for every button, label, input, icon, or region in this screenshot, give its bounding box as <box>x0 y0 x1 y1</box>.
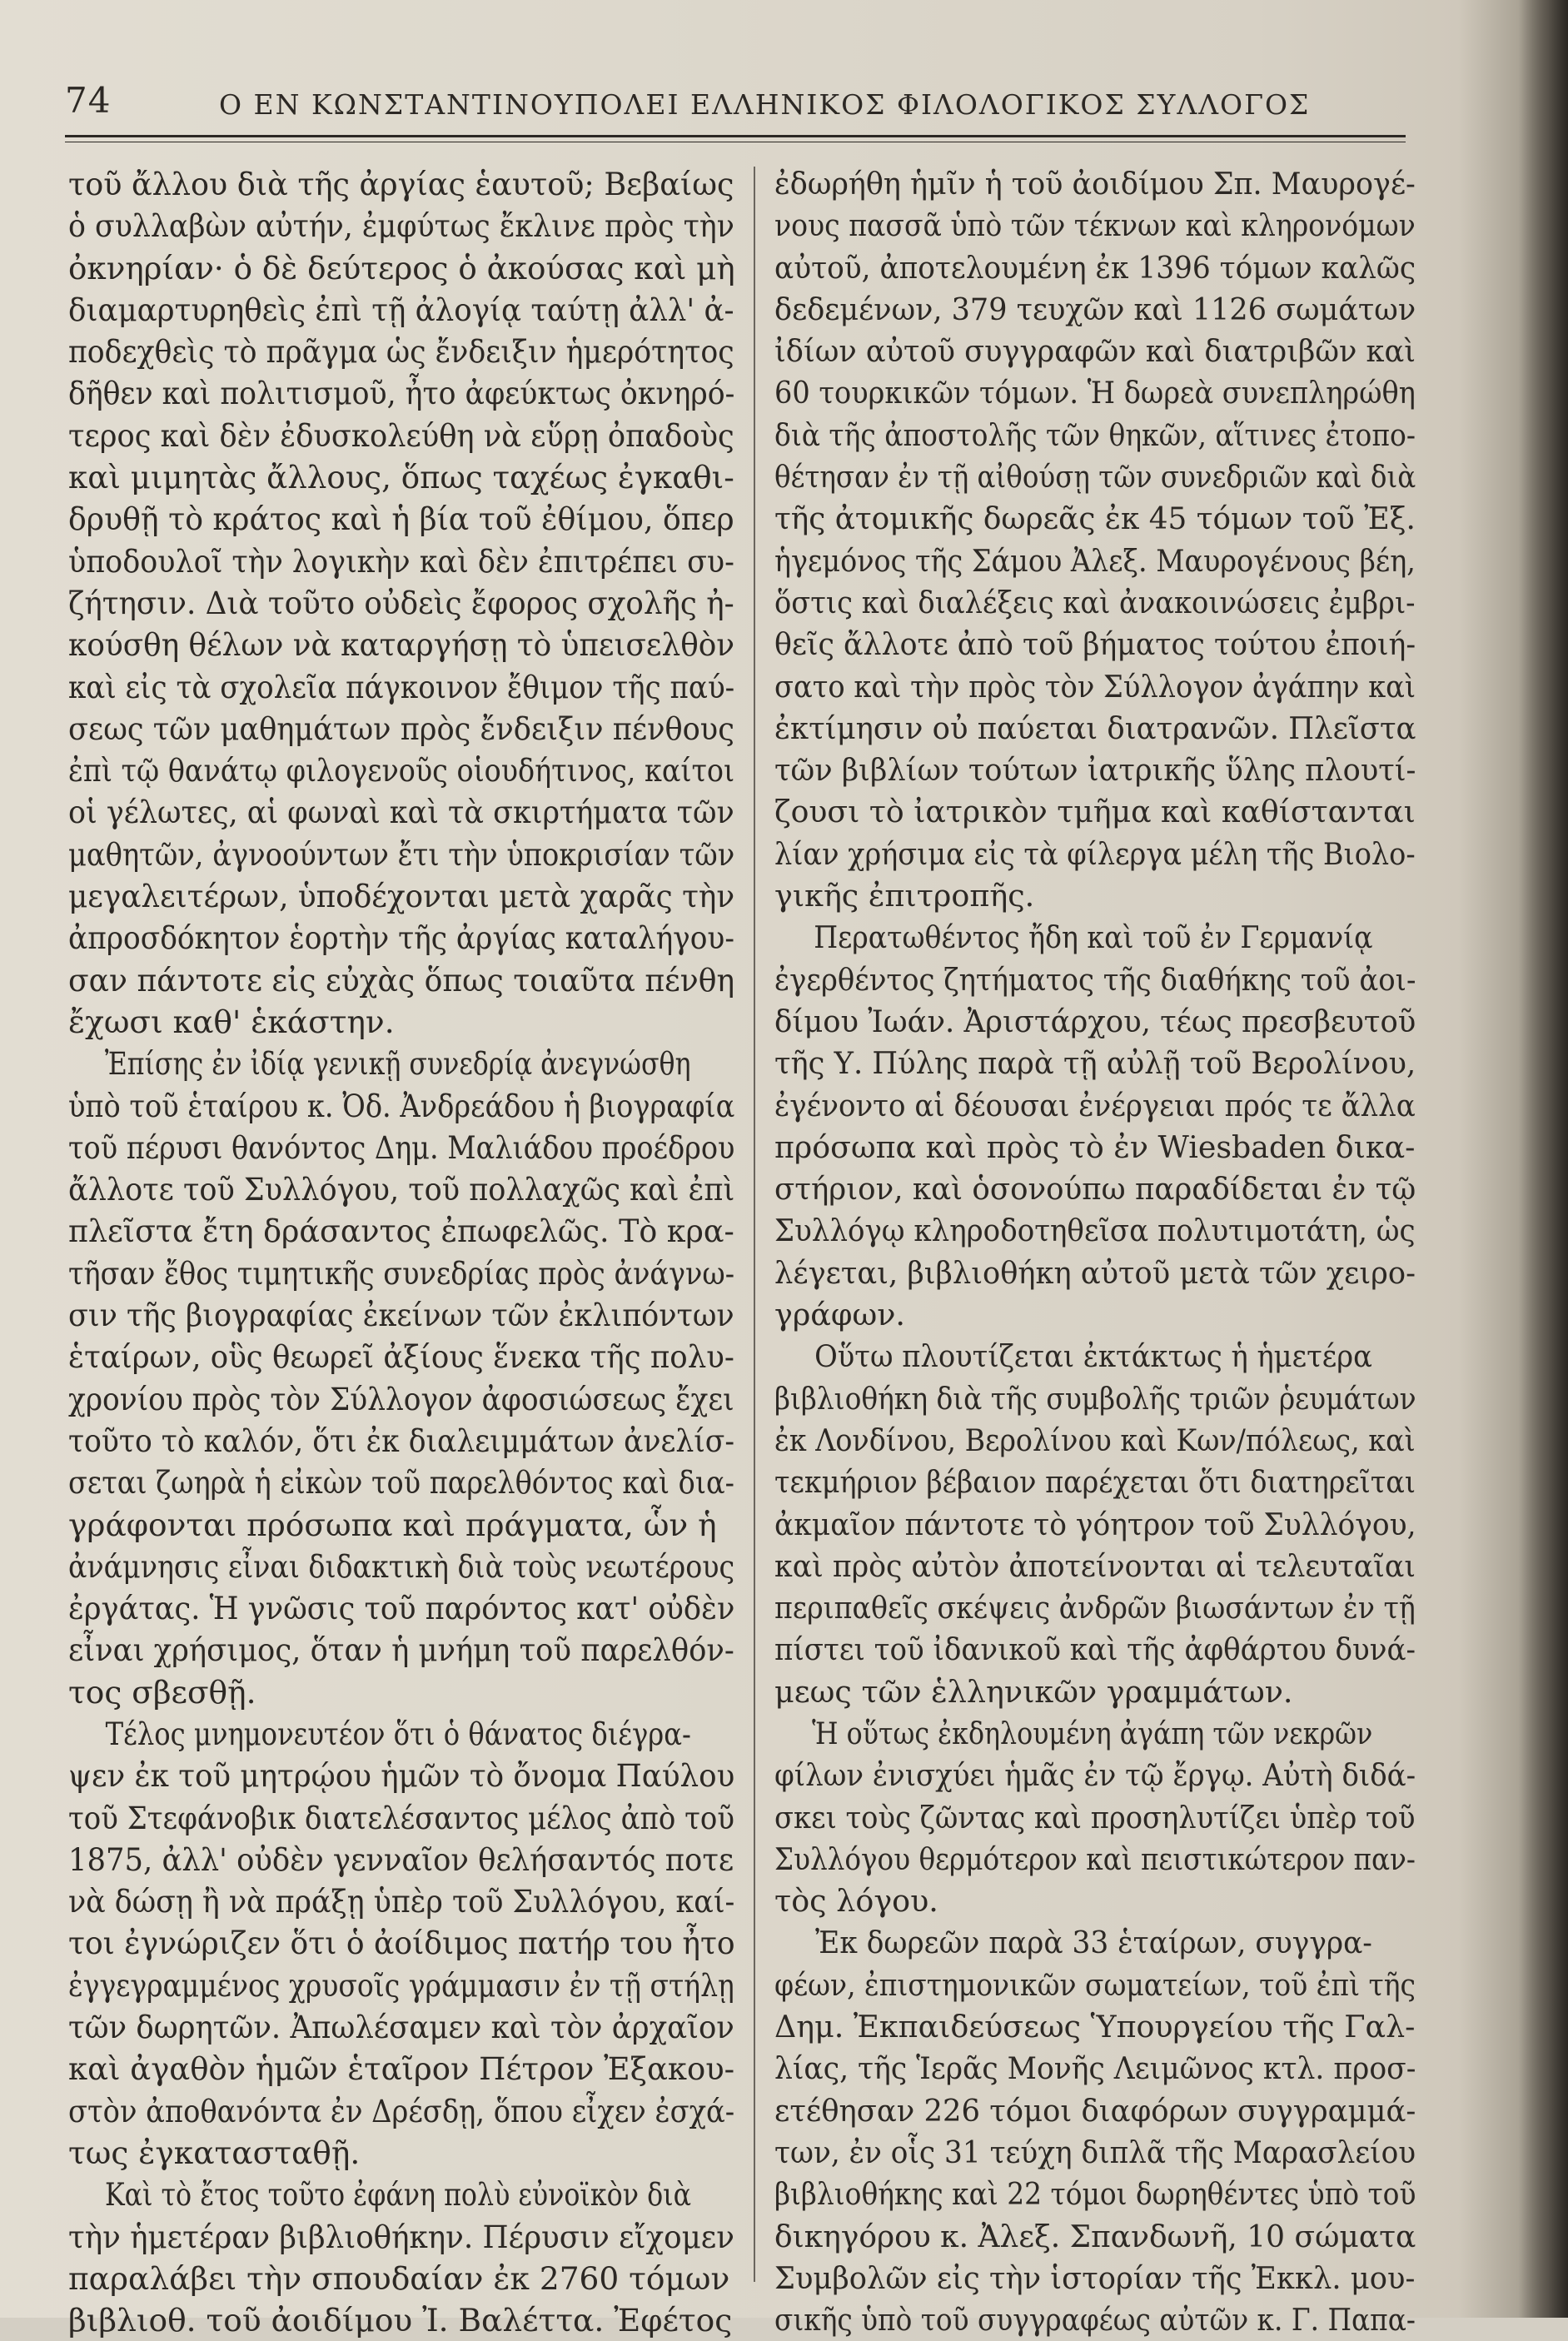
text-line: σατο καὶ τὴν πρὸς τὸν Σύλλογον ἀγάπην καὶ <box>774 668 1416 705</box>
text-line: διαμαρτυρηθεὶς ἐπὶ τῇ ἀλογίᾳ ταύτῃ ἀλλ' ἀ- <box>68 291 734 328</box>
text-line: γράφονται πρόσωπα καὶ πράγματα, ὧν ἡ <box>68 1506 717 1543</box>
text-line: ψεν ἐκ τοῦ μητρῴου ἡμῶν τὸ ὄνομα Παύλου <box>68 1757 735 1795</box>
text-line: ποδεχθεὶς τὸ πρᾶγμα ὡς ἔνδειξιν ἡμερότητος <box>68 333 734 371</box>
text-line: μεγαλειτέρων, ὑποδέχονται μετὰ χαρᾶς τὴν <box>68 878 735 915</box>
text-line: τὴν ἡμετέραν βιβλιοθήκην. Πέρυσιν εἴχομεν <box>68 2218 734 2255</box>
text-line: Ἐκ δωρεῶν παρὰ 33 ἑταίρων, συγγρα- <box>814 1925 1372 1961</box>
text-line: κούσθη θέλων νὰ καταργήσῃ τὸ ὑπεισελθὸν <box>68 626 735 664</box>
right-column <box>774 163 1424 2341</box>
text-line: γικῆς ἐπιτροπῆς. <box>774 878 1035 914</box>
text-line: τος σβεσθῇ. <box>68 1673 256 1711</box>
text-line: Ἡ οὕτως ἐκδηλουμένη ἀγάπη τῶν νεκρῶν <box>812 1715 1373 1751</box>
running-head: Ο ΕΝ ΚΩΝΣΤΑΝΤΙΝΟΥΠΟΛΕΙ ΕΛΛΗΝΙΚΟΣ ΦΙΛΟΛΟΓΙΚΟΣ ΣΥΛΛΟΓΟΣ <box>219 88 1311 121</box>
text-line: ἐδωρήθη ἡμῖν ἡ τοῦ ἀοιδίμου Σπ. Μαυρογέ- <box>774 166 1416 202</box>
text-line: ἡγεμόνος τῆς Σάμου Ἀλεξ. Μαυρογένους βέη, <box>774 542 1416 579</box>
text-line: αὐτοῦ, ἀποτελουμένη ἐκ 1396 τόμων καλῶς <box>774 249 1416 286</box>
text-line: καὶ πρὸς αὐτὸν ἀποτείνονται αἱ τελευταῖαι <box>774 1547 1416 1584</box>
text-line: τοῦ ἄλλου διὰ τῆς ἀργίας ἑαυτοῦ; Βεβαίως <box>68 166 734 202</box>
text-line: ζήτησιν. Διὰ τοῦτο οὐδεὶς ἔφορος σχολῆς ἠ- <box>68 584 734 621</box>
text-line: Περατωθέντος ἤδη καὶ τοῦ ἐν Γερμανίᾳ <box>814 919 1373 956</box>
text-line: φέων, ἐπιστημονικῶν σωματείων, τοῦ ἐπὶ τῆς <box>774 1966 1416 2003</box>
text-line: τοῦ πέρυσι θανόντος Δημ. Μαλιάδου προέδρου <box>68 1128 735 1166</box>
text-line: πλεῖστα ἔτη δράσαντος ἐπωφελῶς. Τὸ κρα- <box>68 1213 734 1250</box>
text-line: χρονίου πρὸς τὸν Σύλλογον ἀφοσιώσεως ἔχει <box>68 1380 734 1417</box>
text-line: ἔχωσι καθ' ἑκάστην. <box>68 1003 395 1040</box>
text-line: καὶ ἀγαθὸν ἡμῶν ἑταῖρον Πέτρον Ἐξακου- <box>68 2050 735 2088</box>
binding-shadow <box>1518 0 1568 2318</box>
text-line: δεδεμένων, 379 τευχῶν καὶ 1126 σωμάτων <box>774 291 1416 327</box>
text-line: θέτησαν ἐν τῇ αἰθούσῃ τῶν συνεδριῶν καὶ διὰ <box>774 459 1416 496</box>
text-line: τεκμήριον βέβαιον παρέχεται ὅτι διατηρεῖται <box>774 1464 1416 1501</box>
text-line: ὑποδουλοῖ τὴν λογικὴν καὶ δὲν ἐπιτρέπει συ- <box>68 542 734 580</box>
left-column <box>68 163 734 2341</box>
header-rule <box>65 135 1406 137</box>
text-line: ἑταίρων, οὓς θεωρεῖ ἀξίους ἕνεκα τῆς πολυ- <box>68 1338 734 1376</box>
text-line: ἀνάμνησις εἶναι διδακτικὴ διὰ τοὺς νεωτέρους <box>68 1547 735 1585</box>
text-line: Τέλος μνημονευτέον ὅτι ὁ θάνατος διέγρα- <box>105 1715 691 1752</box>
text-line: σεται ζωηρὰ ἡ εἰκὼν τοῦ παρελθόντος καὶ δια- <box>68 1464 734 1502</box>
text-line: φίλων ἐνισχύει ἡμᾶς ἐν τῷ ἔργῳ. Αὐτὴ διδά- <box>774 1757 1416 1794</box>
text-line: στήριον, καὶ ὁσονούπω παραδίδεται ἐν τῷ <box>774 1171 1416 1208</box>
text-line: μεως τῶν ἑλληνικῶν γραμμάτων. <box>774 1673 1293 1710</box>
text-line: βιβλιοθήκη διὰ τῆς συμβολῆς τριῶν ῥευμάτων <box>774 1380 1416 1417</box>
text-line: ὀκνηρίαν· ὁ δὲ δεύτερος ὁ ἀκούσας καὶ μὴ <box>68 249 735 286</box>
text-line: λίαν χρήσιμα εἰς τὰ φίλεργα μέλη τῆς Βιολο- <box>774 835 1416 872</box>
text-line: γράφων. <box>774 1297 906 1333</box>
text-line: ἄλλοτε τοῦ Συλλόγου, τοῦ πολλαχῶς καὶ ἐπὶ <box>68 1171 735 1208</box>
text-line: λίας, τῆς Ἱερᾶς Μονῆς Λειμῶνος κτλ. προσ- <box>774 2050 1416 2087</box>
text-line: δρυθῇ τὸ κράτος καὶ ἡ βία τοῦ ἐθίμου, ὅπερ <box>68 501 734 538</box>
text-line: τῆσαν ἔθος τιμητικῆς συνεδρίας πρὸς ἀνάγνω- <box>68 1254 735 1292</box>
text-line: τῆς ἀτομικῆς δωρεᾶς ἐκ 45 τόμων τοῦ Ἐξ. <box>774 501 1416 537</box>
text-line: ὑπὸ τοῦ ἑταίρου κ. Ὀδ. Ἀνδρεάδου ἡ βιογραφία <box>68 1087 735 1124</box>
text-line: 1875, ἀλλ' οὐδὲν γενναῖον θελήσαντός ποτε <box>68 1840 734 1878</box>
text-line: βιβλιοθήκης καὶ 22 τόμοι δωρηθέντες ὑπὸ τοῦ <box>774 2176 1416 2213</box>
text-line: καὶ μιμητὰς ἄλλους, ὅπως ταχέως ἐγκαθι- <box>68 459 734 496</box>
text-line: των, ἐν οἷς 31 τεύχη διπλᾶ τῆς Μαρασλείου <box>774 2134 1416 2170</box>
text-line: τοι ἐγνώριζεν ὅτι ὁ ἀοίδιμος πατήρ του ἦτο <box>68 1925 735 1962</box>
text-line: ἀπροσδόκητον ἑορτὴν τῆς ἀργίας καταλήγου- <box>68 919 734 957</box>
text-line: διὰ τῆς ἀποστολῆς τῶν θηκῶν, αἵτινες ἐτοπο- <box>774 416 1416 453</box>
text-line: ἰδίων αὐτοῦ συγγραφῶν καὶ διατριβῶν καὶ <box>774 333 1416 370</box>
text-line: σεως τῶν μαθημάτων πρὸς ἔνδειξιν πένθους <box>68 710 734 747</box>
text-line: τοῦτο τὸ καλόν, ὅτι ἐκ διαλειμμάτων ἀνελίσ- <box>68 1422 735 1459</box>
column-divider <box>754 167 755 2282</box>
text-line: 60 τουρκικῶν τόμων. Ἡ δωρεὰ συνεπληρώθη <box>774 375 1416 411</box>
text-line: εἶναι χρήσιμος, ὅταν ἡ μνήμη τοῦ παρελθόν- <box>68 1631 734 1669</box>
text-line: μαθητῶν, ἀγνοούντων ἔτι τὴν ὑποκρισίαν τῶν <box>68 835 735 873</box>
text-line: τῶν βιβλίων τούτων ἰατρικῆς ὕλης πλουτί- <box>774 752 1416 789</box>
text-line: δίμου Ἰωάν. Ἀριστάρχου, τέως πρεσβευτοῦ <box>774 1003 1416 1039</box>
text-line: τὸς λόγου. <box>774 1883 938 1920</box>
text-line: Δημ. Ἐκπαιδεύσεως Ὑπουργείου τῆς Γαλ- <box>774 2009 1416 2045</box>
text-line: νὰ δώσῃ ἢ νὰ πράξῃ ὑπὲρ τοῦ Συλλόγου, καί- <box>68 1883 735 1920</box>
text-line: ὅστις καὶ διαλέξεις καὶ ἀνακοινώσεις ἐμβρι- <box>774 584 1416 620</box>
text-line: νους πασσᾶ ὑπὸ τῶν τέκνων καὶ κληρονόμων <box>774 207 1416 244</box>
text-line: περιπαθεῖς σκέψεις ἀνδρῶν βιωσάντων ἐν τῇ <box>774 1590 1416 1626</box>
text-line: τῶν δωρητῶν. Ἀπωλέσαμεν καὶ τὸν ἀρχαῖον <box>68 2009 734 2046</box>
text-line: καὶ εἰς τὰ σχολεῖα πάγκοινον ἔθιμον τῆς παύ- <box>68 668 735 705</box>
text-line: ἐκ Λονδίνου, Βερολίνου καὶ Κων/πόλεως, καὶ <box>774 1422 1416 1458</box>
text-line: λέγεται, βιβλιοθήκη αὐτοῦ μετὰ τῶν χειρο- <box>774 1254 1416 1291</box>
text-line: πρόσωπα καὶ πρὸς τὸ ἐν Wiesbaden δικα- <box>774 1128 1416 1165</box>
text-line: δικηγόρου κ. Ἀλεξ. Σπανδωνῆ, 10 σώματα <box>774 2218 1416 2254</box>
text-line: παραλάβει τὴν σπουδαίαν ἐκ 2760 τόμων <box>68 2259 730 2297</box>
text-line: ἀκμαῖον πάντοτε τὸ γόητρον τοῦ Συλλόγου, <box>774 1506 1416 1542</box>
text-line: τερος καὶ δὲν ἐδυσκολεύθη νὰ εὕρῃ ὀπαδοὺς <box>68 416 734 454</box>
text-line: τῆς Υ. Πύλης παρὰ τῇ αὐλῇ τοῦ Βερολίνου, <box>774 1045 1416 1082</box>
text-line: Συμβολῶν εἰς τὴν ἱστορίαν τῆς Ἐκκλ. μου- <box>774 2259 1416 2296</box>
text-line: βιβλιοθ. τοῦ ἀοιδίμου Ἰ. Βαλέττα. Ἐφέτος <box>68 2302 733 2339</box>
page-header <box>65 80 1406 130</box>
text-line: ἐπὶ τῷ θανάτῳ φιλογενοῦς οἱουδήτινος, καίτοι <box>68 752 735 789</box>
text-line: ἐγερθέντος ζητήματος τῆς διαθήκης τοῦ ἀοι- <box>774 961 1416 998</box>
text-line: ἐκτίμησιν οὐ παύεται διατρανῶν. Πλεῖστα <box>774 710 1416 746</box>
text-line: δῆθεν καὶ πολιτισμοῦ, ἦτο ἀφεύκτως ὀκνηρό- <box>68 375 735 412</box>
text-line: Συλλόγου θερμότερον καὶ πειστικώτερον παν- <box>774 1840 1416 1877</box>
text-line: ἐργάτας. Ἡ γνῶσις τοῦ παρόντος κατ' οὐδὲν <box>68 1590 735 1627</box>
text-line: πίστει τοῦ ἰδανικοῦ καὶ τῆς ἀφθάρτου δυνά- <box>774 1631 1416 1668</box>
text-line: σαν πάντοτε εἰς εὐχὰς ὅπως τοιαῦτα πένθη <box>68 961 735 999</box>
text-line: σικῆς ὑπὸ τοῦ συγγραφέως αὐτῶν κ. Γ. Παπα- <box>774 2302 1416 2339</box>
text-line: ἐγγεγραμμένος χρυσοῖς γράμμασιν ἐν τῇ στήλῃ <box>68 1966 734 2004</box>
page-number: 74 <box>65 80 112 121</box>
text-line: ὁ συλλαβὼν αὐτήν, ἐμφύτως ἔκλινε πρὸς τὴν <box>68 207 734 245</box>
text-line: τως ἐγκατασταθῇ. <box>68 2134 361 2171</box>
text-line: Καὶ τὸ ἔτος τοῦτο ἐφάνη πολὺ εὐνοϊκὸν διὰ <box>104 2176 691 2214</box>
text-line: σκει τοὺς ζῶντας καὶ προσηλυτίζει ὑπὲρ τοῦ <box>774 1799 1416 1835</box>
text-line: θεῖς ἄλλοτε ἀπὸ τοῦ βήματος τούτου ἐποιή- <box>774 626 1416 663</box>
text-line: τοῦ Στεφάνοβικ διατελέσαντος μέλος ἀπὸ τοῦ <box>68 1799 735 1836</box>
text-line: ζουσι τὸ ἰατρικὸν τμῆμα καὶ καθίστανται <box>774 794 1416 830</box>
text-line: οἱ γέλωτες, αἱ φωναὶ καὶ τὰ σκιρτήματα τῶν <box>68 794 734 831</box>
text-line: σιν τῆς βιογραφίας ἐκείνων τῶν ἐκλιπόντων <box>68 1297 734 1334</box>
text-line: ἐγένοντο αἱ δέουσαι ἐνέργειαι πρός τε ἄλλα <box>774 1087 1416 1123</box>
text-line: ετέθησαν 226 τόμοι διαφόρων συγγραμμά- <box>774 2092 1416 2129</box>
text-line: Συλλόγῳ κληροδοτηθεῖσα πολυτιμοτάτη, ὡς <box>774 1213 1416 1249</box>
text-line: στὸν ἀποθανόντα ἐν Δρέσδῃ, ὅπου εἶχεν ἐσχά- <box>68 2092 735 2129</box>
text-line: Ἐπίσης ἐν ἰδίᾳ γενικῇ συνεδρίᾳ ἀνεγνώσθη <box>104 1045 691 1083</box>
text-line: Οὕτω πλουτίζεται ἐκτάκτως ἡ ἡμετέρα <box>814 1338 1372 1375</box>
